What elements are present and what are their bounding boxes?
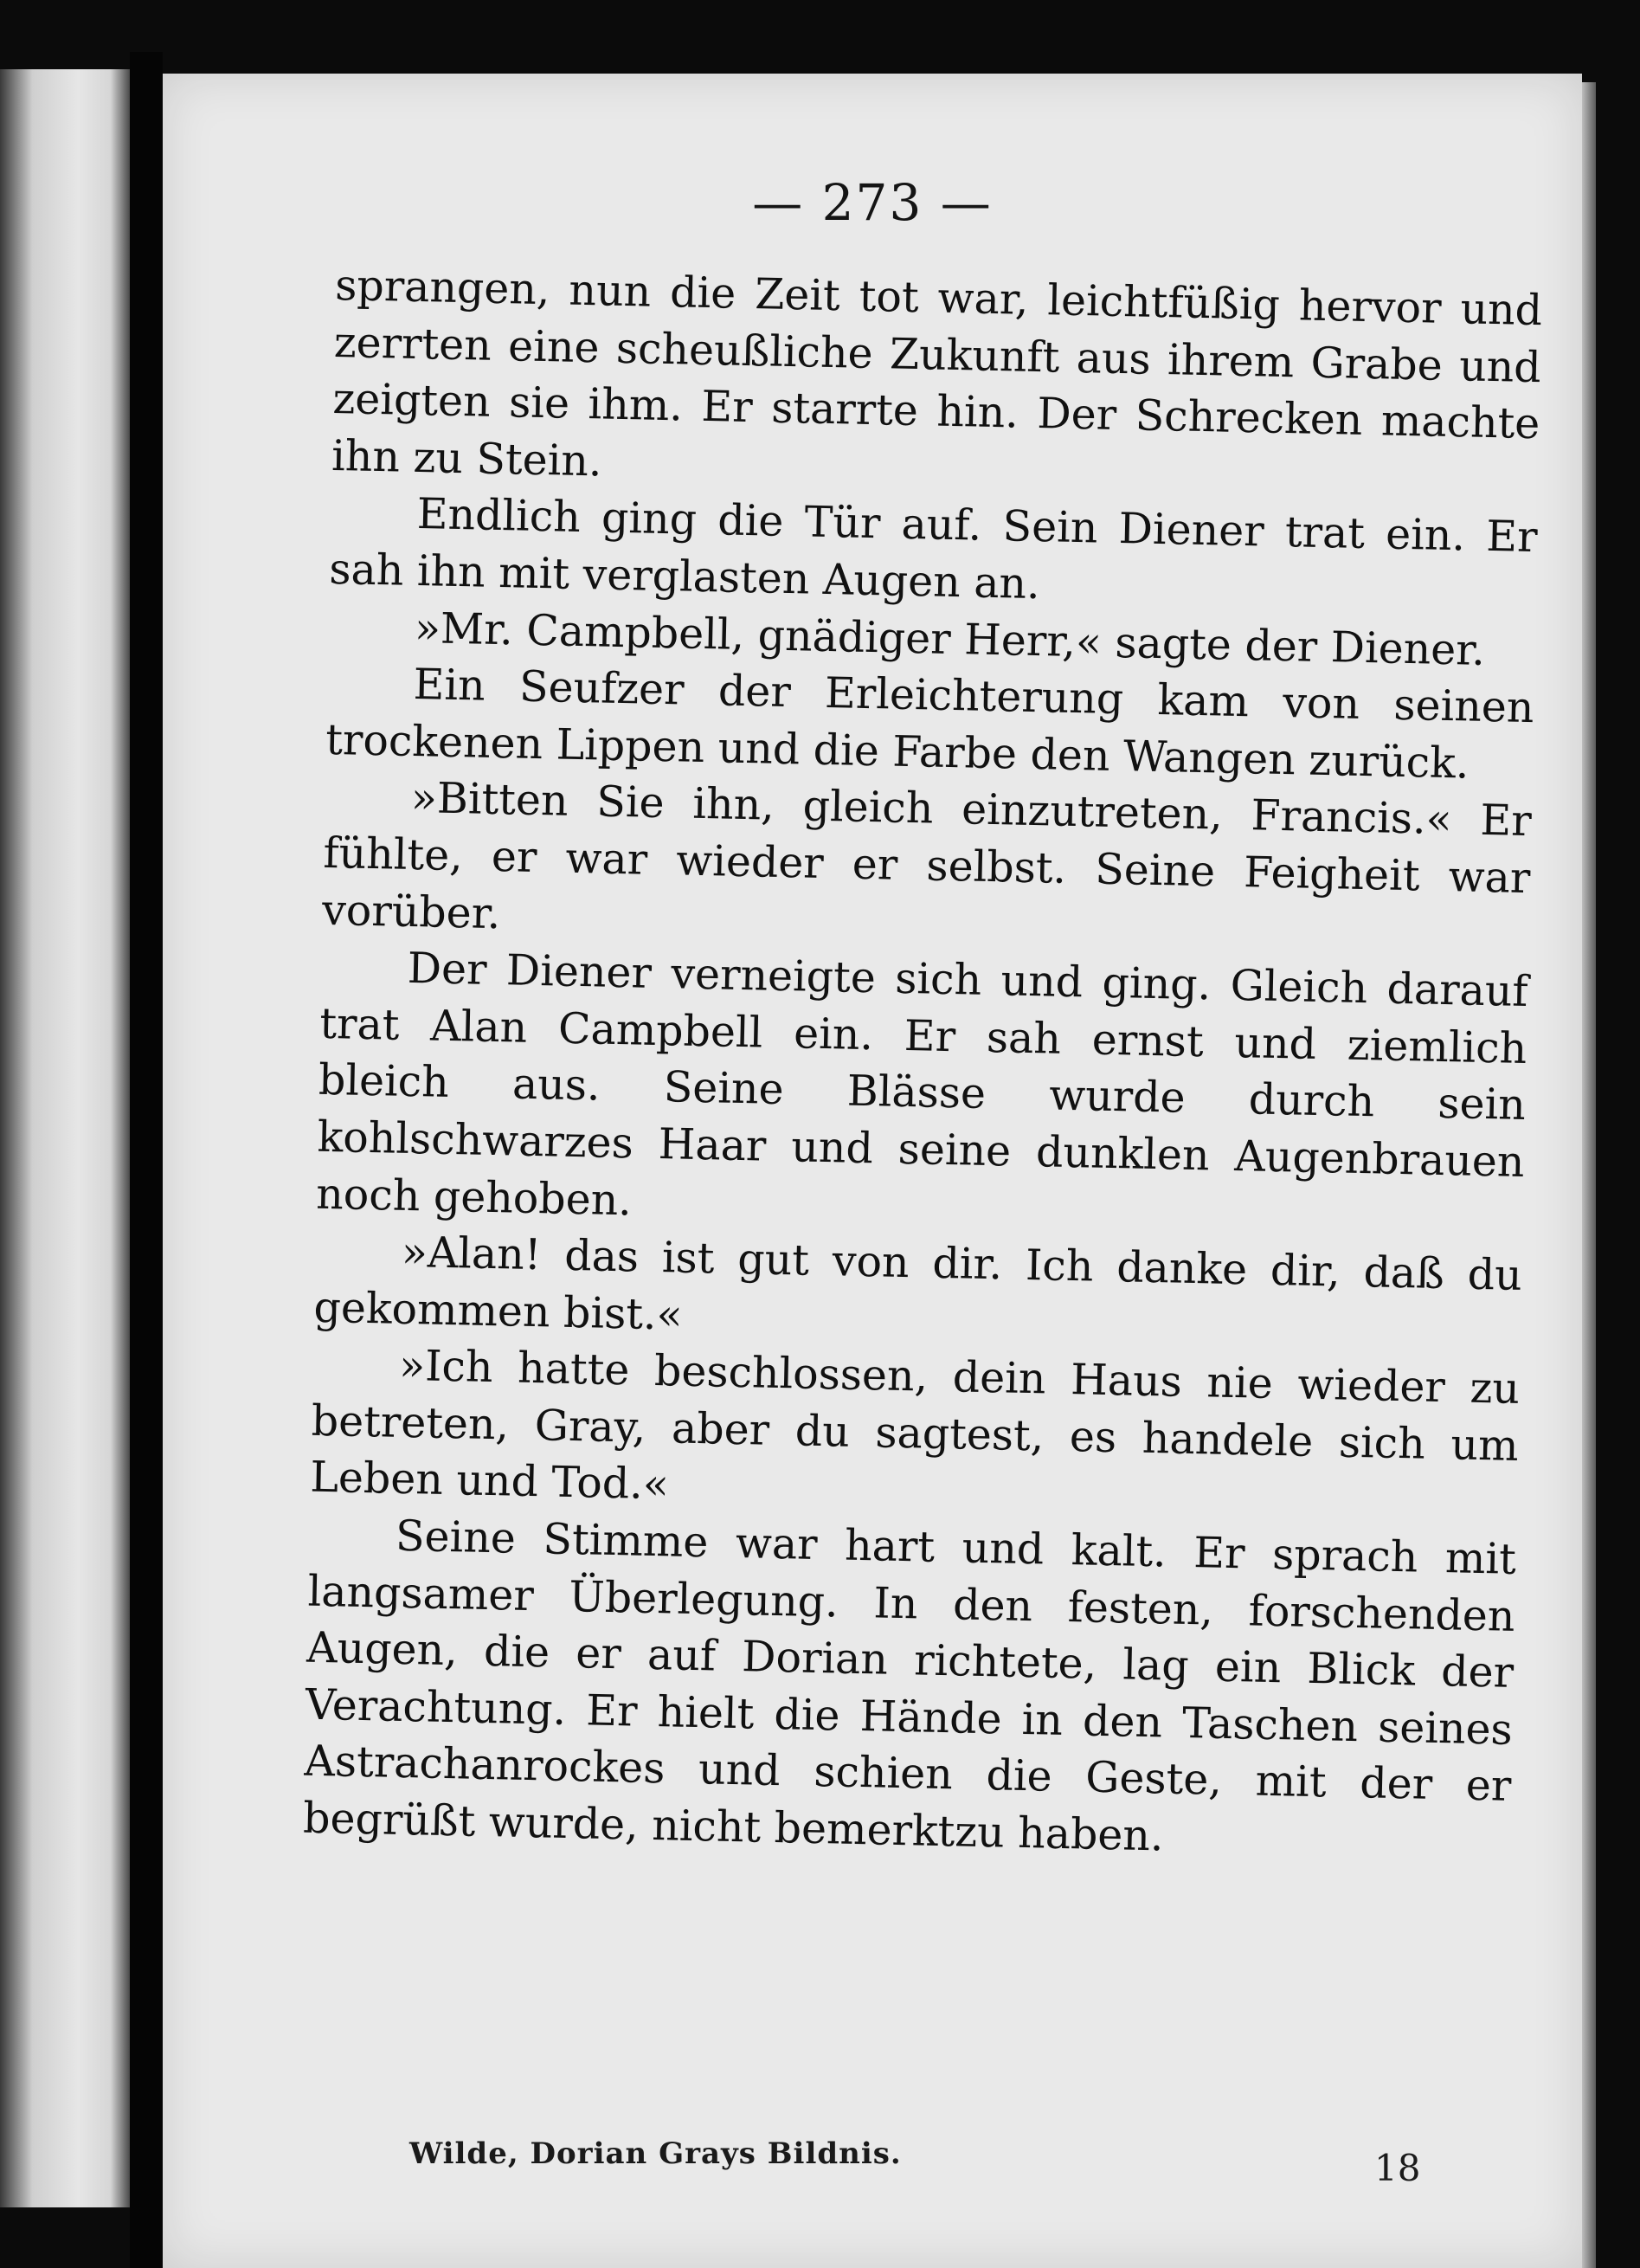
page-number-header: — 273 —: [752, 173, 993, 232]
paragraph-6: Der Diener verneigte sich und ging. Gleich darauf trat Alan Campbell ein. Er sah ernst und ziemlich bleich aus. Seine Blässe wurde durch sein kohlschwarzes Haar und seine dunklen Augenbrauen noch gehoben.: [315, 944, 1529, 1225]
right-page-edge: [1582, 82, 1596, 2268]
paragraph-9: Seine Stimme war hart und kalt. Er sprach mit langsamer Überlegung. In den festen, forschenden Augen, die er auf Dorian richtete, lag ein Blick der Verachtung. Er hielt die Hände in den Taschen seines Astrachanrockes und schien die Geste, mit der er begrüßt wurde, nicht bemerktzu haben.: [302, 1511, 1517, 1861]
signature-mark: 18: [1374, 2147, 1421, 2189]
paragraph-7: »Alan! das ist gut von dir. Ich danke dir, daß du gekommen bist.«: [312, 1227, 1523, 1340]
footer-book-title: Wilde, Dorian Grays Bildnis.: [409, 2136, 902, 2171]
left-page-edge: [0, 69, 130, 2207]
paragraph-8: »Ich hatte beschlossen, dein Haus nie wieder zu betreten, Gray, aber du sagtest, es handele sich um Leben und Tod.«: [309, 1341, 1521, 1510]
book-gutter: [130, 52, 163, 2268]
body-text: [303, 257, 1543, 1872]
book-page: [163, 74, 1582, 2268]
paragraph-2: Endlich ging die Tür auf. Sein Diener trat ein. Er sah ihn mit verglasten Augen an.: [328, 489, 1539, 609]
paragraph-4: Ein Seufzer der Erleichterung kam von seinen trockenen Lippen und die Farbe den Wangen zurück.: [325, 660, 1534, 789]
paragraph-5: »Bitten Sie ihn, gleich einzutreten, Francis.« Er fühlte, er war wieder er selbst. Seine Feigheit war vorüber.: [321, 773, 1533, 938]
paragraph-3: »Mr. Campbell, gnädiger Herr,« sagte der Diener.: [414, 602, 1486, 675]
paragraph-1: sprangen, nun die Zeit tot war, leichtfüßig hervor und zerrten eine scheußliche Zukunft aus ihrem Grabe und zeigten sie ihm. Er starrte hin. Der Schrecken machte ihn zu Stein.: [331, 260, 1543, 486]
